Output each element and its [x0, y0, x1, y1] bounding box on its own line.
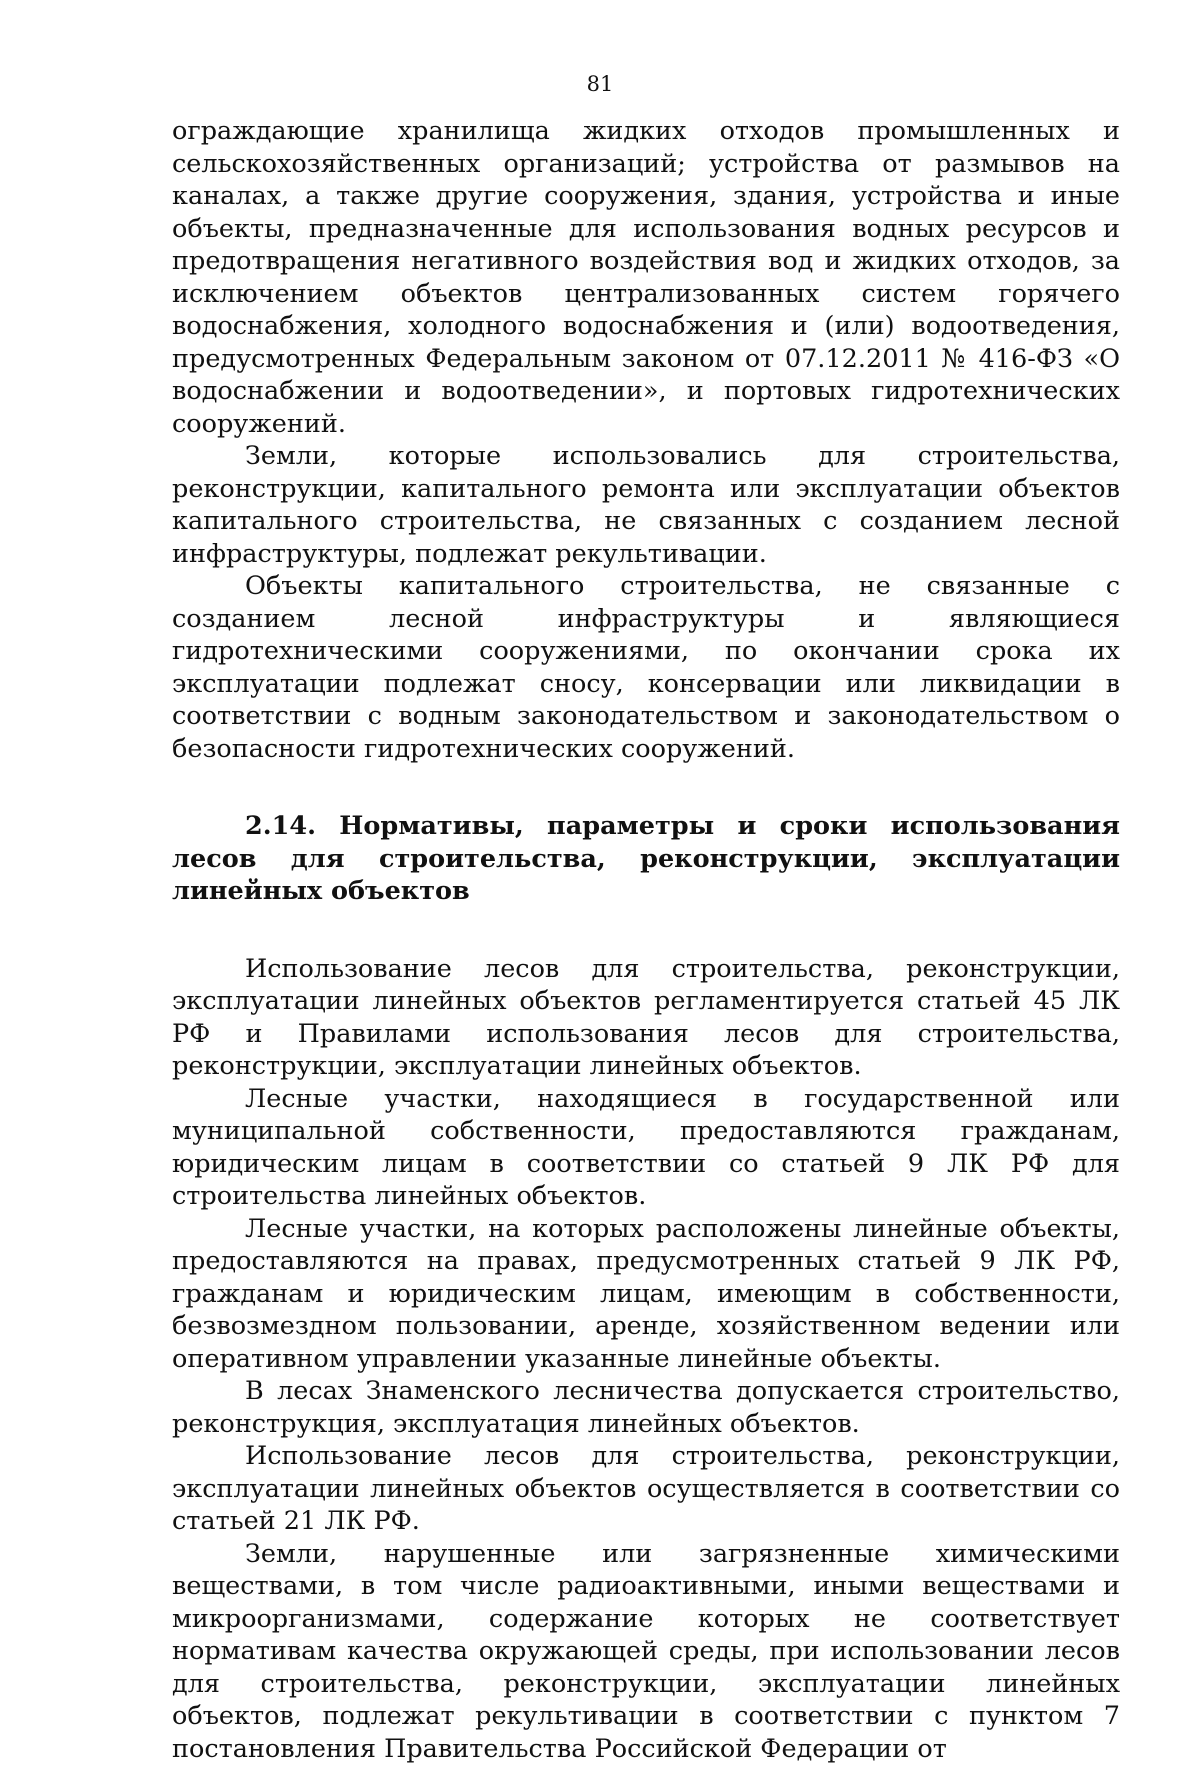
paragraph-5: Лесные участки, на которых расположены линейные объекты, предоставляются на правах, предусмотренных статьей 9 ЛК РФ, гражданам и юридическим лицам, имеющим в собственности, безвозмездном пользовании, аренде, хозяйственном ведении или оперативном управлении указанные линейные объекты. — [172, 1213, 1120, 1376]
section-heading: 2.14. Нормативы, параметры и сроки использования лесов для строительства, реконструкции, эксплуатации линейных объектов — [172, 810, 1120, 908]
paragraph-4: Лесные участки, находящиеся в государственной или муниципальной собственности, предоставляются гражданам, юридическим лицам в соответствии со статьей 9 ЛК РФ для строительства линейных объектов. — [172, 1083, 1120, 1213]
document-body — [172, 115, 1120, 1765]
paragraph-3: Использование лесов для строительства, реконструкции, эксплуатации линейных объектов регламентируется статьей 45 ЛК РФ и Правилами использования лесов для строительства, реконструкции, эксплуатации линейных объектов. — [172, 953, 1120, 1083]
paragraph-2: Объекты капитального строительства, не связанные с созданием лесной инфраструктуры и являющиеся гидротехническими сооружениями, по окончании срока их эксплуатации подлежат сносу, консервации или ликвидации в соответствии с водным законодательством и законодательством о безопасности гидротехнических сооружений. — [172, 570, 1120, 765]
paragraph-0: ограждающие хранилища жидких отходов промышленных и сельскохозяйственных организаций; устройства от размывов на каналах, а также другие сооружения, здания, устройства и иные объекты, предназначенные для использования водных ресурсов и предотвращения негативного воздействия вод и жидких отходов, за исключением объектов централизованных систем горячего водоснабжения, холодного водоснабжения и (или) водоотведения, предусмотренных Федеральным законом от 07.12.2011 № 416-ФЗ «О водоснабжении и водоотведении», и портовых гидротехнических сооружений. — [172, 115, 1120, 440]
paragraph-7: Использование лесов для строительства, реконструкции, эксплуатации линейных объектов осуществляется в соответствии со статьей 21 ЛК РФ. — [172, 1440, 1120, 1538]
paragraph-6: В лесах Знаменского лесничества допускается строительство, реконструкция, эксплуатация линейных объектов. — [172, 1375, 1120, 1440]
paragraph-1: Земли, которые использовались для строительства, реконструкции, капитального ремонта или эксплуатации объектов капитального строительства, не связанных с созданием лесной инфраструктуры, подлежат рекультивации. — [172, 440, 1120, 570]
paragraph-8: Земли, нарушенные или загрязненные химическими веществами, в том числе радиоактивными, иными веществами и микроорганизмами, содержание которых не соответствует нормативам качества окружающей среды, при использовании лесов для строительства, реконструкции, эксплуатации линейных объектов, подлежат рекультивации в соответствии с пунктом 7 постановления Правительства Российской Федерации от — [172, 1538, 1120, 1765]
page-number: 81 — [0, 72, 1200, 96]
